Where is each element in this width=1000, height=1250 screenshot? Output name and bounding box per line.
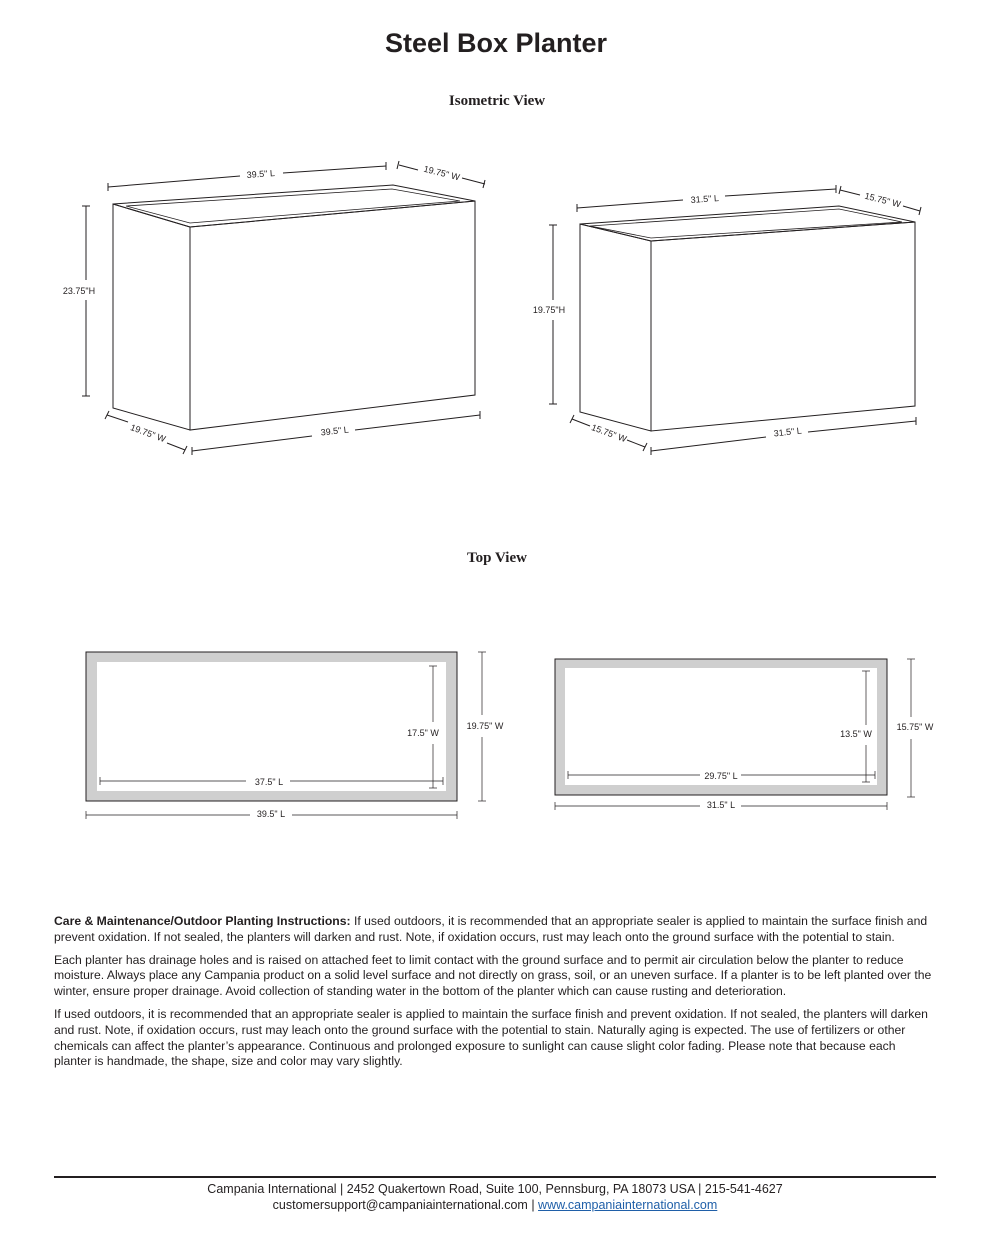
large-iso-bottom-width-label: 19.75" W: [129, 422, 167, 445]
large-iso-top-length-label: 39.5" L: [246, 168, 276, 180]
care-paragraph-3: If used outdoors, it is recommended that an appropriate sealer is applied to maintain the surface finish and prevent oxidation. If not sealed, the planters will darken and rust. Note, if oxidation occurs, rust may leach onto the ground surface with the potential to stain. Naturally aging is expected. The use of fertilizers or other chemicals can affect the planter’s appearance. Continuous and prolonged exposure to sunlight can cause slight color fading. Please note that because each planter is handmade, the shape, size and color may vary slightly.: [54, 1006, 928, 1069]
large-top-inner-length-label: 37.5" L: [254, 777, 284, 787]
small-iso-height-label: 19.75"H: [532, 305, 566, 315]
small-top-inner-width-label: 13.5" W: [840, 729, 872, 739]
large-iso-top-width-label: 19.75" W: [422, 163, 461, 183]
small-iso-bottom-width-label: 15.75" W: [590, 422, 628, 445]
footer-address: Campania International | 2452 Quakertown Road, Suite 100, Pennsburg, PA 18073 USA | 215-541-4627: [207, 1182, 783, 1196]
small-planter-isometric: [549, 185, 921, 455]
small-iso-side-face: [580, 224, 651, 431]
large-top-inner-width-label: 17.5" W: [407, 728, 439, 738]
large-top-outer-length-label: 39.5" L: [256, 809, 286, 819]
small-iso-bottom-length-label: 31.5" L: [773, 425, 803, 439]
footer: [0, 1181, 990, 1213]
large-top-outer-width-label: 19.75" W: [466, 721, 504, 731]
large-iso-bottom-length-label: 39.5" L: [320, 424, 350, 438]
large-iso-top-face: [113, 185, 475, 227]
small-top-outer-width-label: 15.75" W: [896, 722, 934, 732]
large-planter-isometric: [82, 161, 485, 455]
small-iso-top-inner: [590, 209, 902, 238]
small-top-outer-length-label: 31.5" L: [706, 800, 736, 810]
footer-email: customersupport@campaniainternational.com |: [272, 1198, 539, 1212]
small-top-opening: [565, 668, 877, 785]
footer-contact: [0, 1197, 990, 1213]
care-paragraph-1-text: If used outdoors, it is recommended that an appropriate sealer is applied to maintain the surface finish and prevent oxidation. If not sealed, the planters will darken and rust. Note, if oxidation occurs, rust may leach onto the ground surface with the potential to stain.: [54, 914, 928, 944]
care-heading: Care & Maintenance/Outdoor Planting Instructions:: [54, 914, 351, 928]
website-link[interactable]: www.campaniainternational.com: [538, 1198, 718, 1212]
large-top-opening: [97, 662, 446, 791]
care-instructions: [54, 914, 934, 1077]
large-iso-height-label: 23.75"H: [62, 286, 96, 296]
small-iso-top-width-label: 15.75" W: [863, 190, 902, 210]
care-paragraph-1: [54, 914, 934, 946]
isometric-view-heading: Isometric View: [448, 93, 546, 109]
small-top-inner-length-label: 29.75" L: [704, 771, 738, 781]
page-title: Steel Box Planter: [384, 28, 608, 58]
footer-divider: [54, 1176, 936, 1178]
small-iso-top-length-label: 31.5" L: [690, 193, 720, 205]
large-iso-front-face: [190, 201, 475, 430]
small-iso-front-face: [651, 222, 915, 431]
care-paragraph-2: Each planter has drainage holes and is raised on attached feet to limit contact with the ground surface and to permit air circulation below the planter to reduce moisture. Always place any Campania product on a solid level surface and not directly on grass, soil, or an uneven surface. If a planter is to be left planted over the winter, ensure proper drainage. Avoid collection of standing water in the bottom of the planter which can cause rusting and deterioration.: [54, 952, 932, 999]
large-iso-side-face: [113, 204, 190, 430]
top-view-heading: Top View: [467, 550, 527, 566]
